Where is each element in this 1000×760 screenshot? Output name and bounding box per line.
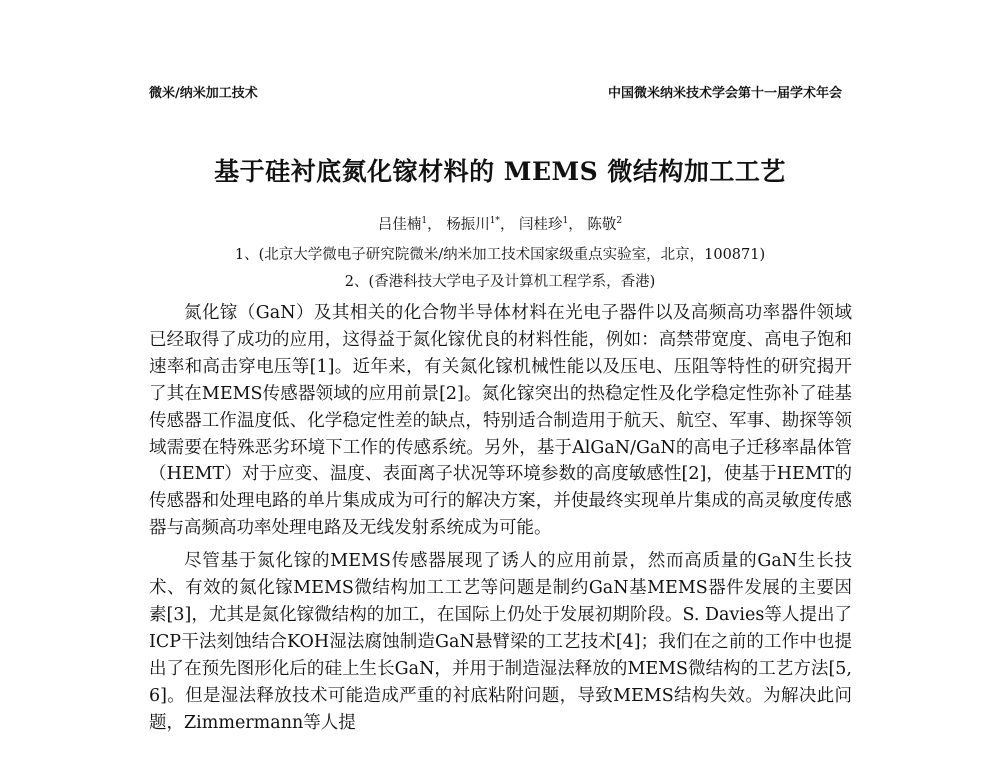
author-name: 杨振川 [446, 217, 490, 233]
author-name: 闫桂珍 [519, 217, 563, 233]
author-affiliation-mark: 2 [616, 216, 623, 226]
author-separator: ， [499, 217, 515, 233]
body-text [149, 300, 852, 737]
author-separator: ， [427, 217, 442, 233]
paragraph-background: 尽管基于氮化镓的MEMS传感器展现了诱人的应用前景，然而高质量的GaN生长技术、有效的氮化镓MEMS微结构加工工艺等问题是制约GaN基MEMS器件发展的主要因素[3]，尤其是氮化镓微结构的加工，在国际上仍处于发展初期阶段。S. Davies等人提出了ICP干法刻蚀结合KOH湿法腐蚀制造GaN悬臂梁的工艺技术[4]；我们在之前的工作中也提出了在预先图形化后的硅上生长GaN，并用于制造湿法释放的MEMS微结构的工艺方法[5, 6]。但是湿法释放技术可能造成严重的衬底粘附问题，导致MEMS结构失效。为解决此问题，Zimmermann等人提 [149, 551, 852, 733]
author-affiliation-mark: 1 [421, 216, 428, 226]
affiliation-1: 1、(北京大学微电子研究院微米/纳米加工技术国家级重点实验室，北京，100871) [234, 247, 766, 263]
affiliation-2: 2、(香港科技大学电子及计算机工程学系，香港) [344, 274, 656, 290]
author-name: 吕佳楠 [377, 217, 422, 233]
paper-title: 基于硅衬底氮化镓材料的 MEMS 微结构加工工艺 [214, 157, 786, 186]
author-line [0, 213, 1000, 234]
author-name: 陈敬 [587, 217, 617, 233]
running-header-left: 微米/纳米加工技术 [149, 86, 258, 101]
paragraph-introduction: 氮化镓（GaN）及其相关的化合物半导体材料在光电子器件以及高频高功率器件领域已经取得了成功的应用，这得益于氮化镓优良的材料性能，例如：高禁带宽度、高电子饱和速率和高击穿电压等[1]。近年来，有关氮化镓机械性能以及压电、压阻等特性的研究揭开了其在MEMS传感器领域的应用前景[2]。氮化镓突出的热稳定性及化学稳定性弥补了硅基传感器工作温度低、化学稳定性差的缺点，特别适合制造用于航天、航空、军事、勘探等领域需要在特殊恶劣环境下工作的传感系统。另外，基于AlGaN/GaN的高电子迁移率晶体管（HEMT）对于应变、温度、表面离子状况等环境参数的高度敏感性[2]，使基于HEMT的传感器和处理电路的单片集成成为可行的解决方案，并使最终实现单片集成的高灵敏度传感器与高频高功率处理电路及无线发射系统成为可能。 [149, 303, 852, 539]
author-affiliation-mark: 1* [489, 216, 500, 226]
running-header-right: 中国微米纳米技术学会第十一届学术年会 [607, 86, 842, 101]
author-separator: ， [568, 217, 583, 233]
author-affiliation-mark: 1 [562, 216, 569, 226]
